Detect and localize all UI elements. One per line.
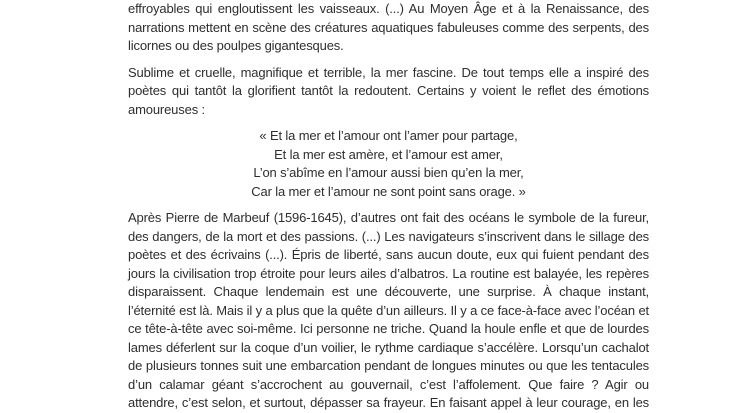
verse-line: L’on s’abîme en l’amour aussi bien qu’en la mer, [253,165,524,180]
verse-line: « Et la mer et l’amour ont l’amer pour partage, [259,128,518,143]
verse-block [128,127,649,201]
verse-line: Et la mer est amère, et l’amour est amer, [274,146,503,162]
paragraph: effroyables qui engloutissent les vaisseaux. (...) Au Moyen Âge et à la Renaissance, des narrations mettent en scène des créatures aquatiques fabuleuses comme des serpents, des licornes ou des poulpes gigantesques. [128,1,649,53]
paragraph: Sublime et cruelle, magnifique et terrible, la mer fascine. De tout temps elle a inspiré des poètes qui tantôt la glorifient tantôt la redoutent. Certains y voient le reflet des émotions amoureuses : [128,64,649,117]
verse-line: Car la mer et l’amour ne sont point sans orage. » [251,183,526,199]
document-page [128,0,649,413]
paragraph: Après Pierre de Marbeuf (1596-1645), d’autres ont fait des océans le symbole de la fureur, des dangers, de la mort et des passions. (...) Les navigateurs s’inscrivent dans le sillage des poètes et des écrivains (...). Épris de liberté, sans aucun doute, eux qui fuient pendant des jours la civilisation trop étroite pour leurs ailes d’albatros. La routine est balayée, les repères disparaissent. Chaque lendemain est une découverte, une surprise. À chaque instant, l’éternité est là. Mais il y a plus que la quête d’un ailleurs. Il y a ce face-à-face avec l’océan et ce tête-à-tête avec soi-même. Ici personne ne triche. Quand la houle enfle et que de lourdes lames déferlent sur la coque d’un voilier, le rythme cardiaque s’accélère. Lorsqu’un cachalot de plusieurs tonnes suit une embarcation pendant de longues minutes ou que les tentacules d’un calamar géant s’accrochent au gouvernail, c’est l’affolement. Que faire ? Agir ou attendre, c’est selon, et surtout, dépasser sa frayeur. En faisant appel à leur courage, en les [128,210,649,410]
